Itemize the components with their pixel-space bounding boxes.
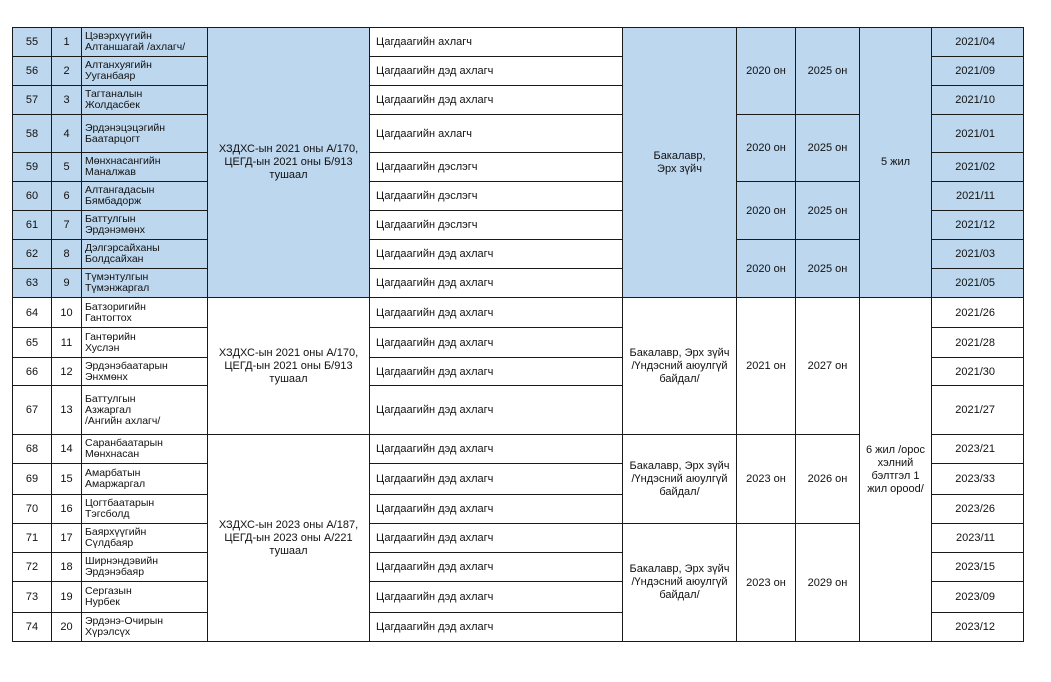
person-name: Мөнхнасангийн Маналжав — [82, 153, 208, 182]
row-index: 9 — [52, 269, 82, 298]
row-index: 7 — [52, 211, 82, 240]
table-row — [13, 298, 1024, 328]
position-cell: Цагдаагийн ахлагч — [370, 115, 623, 153]
order-number: 2023/33 — [932, 464, 1024, 495]
row-index: 14 — [52, 435, 82, 464]
order-number: 2021/04 — [932, 28, 1024, 57]
order-number: 2021/05 — [932, 269, 1024, 298]
order-number: 2023/12 — [932, 613, 1024, 642]
position-cell: Цагдаагийн дэд ахлагч — [370, 240, 623, 269]
position-cell: Цагдаагийн дэд ахлагч — [370, 86, 623, 115]
decree-cell: ХЗДХС-ын 2023 оны А/187, ЦЕГД-ын 2023 оны А/221 тушаал — [208, 435, 370, 642]
person-name: Саранбаатарын Мөнхнасан — [82, 435, 208, 464]
degree-cell: Бакалавр, Эрх зүйч — [623, 28, 737, 298]
row-number: 67 — [13, 386, 52, 435]
row-index: 18 — [52, 553, 82, 582]
order-number: 2021/12 — [932, 211, 1024, 240]
position-cell: Цагдаагийн дэд ахлагч — [370, 386, 623, 435]
person-name: Эрдэнэбаатарын Энхмөнх — [82, 358, 208, 386]
person-name: Түмэнтулгын Түмэнжаргал — [82, 269, 208, 298]
row-index: 10 — [52, 298, 82, 328]
order-number: 2023/15 — [932, 553, 1024, 582]
table-row — [13, 28, 1024, 57]
order-number: 2023/09 — [932, 582, 1024, 613]
person-name: Батзоригийн Гантогтох — [82, 298, 208, 328]
order-number: 2021/02 — [932, 153, 1024, 182]
position-cell: Цагдаагийн дэд ахлагч — [370, 553, 623, 582]
order-number: 2021/27 — [932, 386, 1024, 435]
position-cell: Цагдаагийн дэд ахлагч — [370, 613, 623, 642]
degree-cell: Бакалавр, Эрх зүйч /Үндэсний аюулгүй байдал/ — [623, 524, 737, 642]
row-number: 74 — [13, 613, 52, 642]
row-index: 1 — [52, 28, 82, 57]
order-number: 2021/01 — [932, 115, 1024, 153]
position-cell: Цагдаагийн дэд ахлагч — [370, 298, 623, 328]
order-number: 2021/09 — [932, 57, 1024, 86]
row-index: 3 — [52, 86, 82, 115]
degree-cell: Бакалавр, Эрх зүйч /Үндэсний аюулгүй байдал/ — [623, 298, 737, 435]
order-number: 2021/10 — [932, 86, 1024, 115]
row-number: 70 — [13, 495, 52, 524]
person-name: Баярхүүгийн Сүлдбаяр — [82, 524, 208, 553]
order-number: 2021/11 — [932, 182, 1024, 211]
position-cell: Цагдаагийн дэслэгч — [370, 182, 623, 211]
row-number: 64 — [13, 298, 52, 328]
position-cell: Цагдаагийн ахлагч — [370, 28, 623, 57]
order-number: 2023/26 — [932, 495, 1024, 524]
person-name: Эрдэнэцэцэгийн Баатарцогт — [82, 115, 208, 153]
start-year-cell: 2020 он — [737, 182, 796, 240]
order-number: 2021/26 — [932, 298, 1024, 328]
end-year-cell: 2029 он — [796, 524, 860, 642]
row-index: 6 — [52, 182, 82, 211]
row-number: 65 — [13, 328, 52, 358]
row-index: 17 — [52, 524, 82, 553]
row-index: 20 — [52, 613, 82, 642]
end-year-cell: 2025 он — [796, 240, 860, 298]
person-name: Алтангадасын Бямбадорж — [82, 182, 208, 211]
person-name: Цэвэрхүүгийн Алтаншагай /ахлагч/ — [82, 28, 208, 57]
person-name: Эрдэнэ-Очирын Хүрэлсүх — [82, 613, 208, 642]
row-number: 72 — [13, 553, 52, 582]
duration-cell: 5 жил — [860, 28, 932, 298]
row-index: 13 — [52, 386, 82, 435]
row-number: 61 — [13, 211, 52, 240]
person-name: Баттулгын Азжаргал /Ангийн ахлагч/ — [82, 386, 208, 435]
personnel-table — [12, 27, 1024, 642]
end-year-cell: 2025 он — [796, 115, 860, 182]
position-cell: Цагдаагийн дэд ахлагч — [370, 57, 623, 86]
position-cell: Цагдаагийн дэд ахлагч — [370, 435, 623, 464]
person-name: Цогтбаатарын Тэгсболд — [82, 495, 208, 524]
order-number: 2023/21 — [932, 435, 1024, 464]
order-number: 2021/28 — [932, 328, 1024, 358]
start-year-cell: 2023 он — [737, 435, 796, 524]
end-year-cell: 2025 он — [796, 28, 860, 115]
duration-cell: 6 жил /орос хэлний бэлтгэл 1 жил орood/ — [860, 298, 932, 642]
person-name: Гантөрийн Хуслэн — [82, 328, 208, 358]
person-name: Тагтаналын Жолдасбек — [82, 86, 208, 115]
row-number: 58 — [13, 115, 52, 153]
row-number: 60 — [13, 182, 52, 211]
start-year-cell: 2023 он — [737, 524, 796, 642]
row-index: 4 — [52, 115, 82, 153]
row-index: 12 — [52, 358, 82, 386]
position-cell: Цагдаагийн дэд ахлагч — [370, 582, 623, 613]
person-name: Ширнэндэвийн Эрдэнэбаяр — [82, 553, 208, 582]
person-name: Дэлгэрсайханы Болдсайхан — [82, 240, 208, 269]
row-index: 8 — [52, 240, 82, 269]
position-cell: Цагдаагийн дэслэгч — [370, 211, 623, 240]
decree-cell: ХЗДХС-ын 2021 оны А/170, ЦЕГД-ын 2021 оны Б/913 тушаал — [208, 28, 370, 298]
row-index: 15 — [52, 464, 82, 495]
row-number: 56 — [13, 57, 52, 86]
person-name: Баттулгын Эрдэнэмөнх — [82, 211, 208, 240]
order-number: 2021/30 — [932, 358, 1024, 386]
row-number: 55 — [13, 28, 52, 57]
end-year-cell: 2027 он — [796, 298, 860, 435]
row-number: 69 — [13, 464, 52, 495]
start-year-cell: 2021 он — [737, 298, 796, 435]
position-cell: Цагдаагийн дэд ахлагч — [370, 524, 623, 553]
row-index: 5 — [52, 153, 82, 182]
row-number: 57 — [13, 86, 52, 115]
start-year-cell: 2020 он — [737, 115, 796, 182]
order-number: 2023/11 — [932, 524, 1024, 553]
end-year-cell: 2025 он — [796, 182, 860, 240]
start-year-cell: 2020 он — [737, 240, 796, 298]
position-cell: Цагдаагийн дэд ахлагч — [370, 495, 623, 524]
position-cell: Цагдаагийн дэд ахлагч — [370, 269, 623, 298]
row-number: 63 — [13, 269, 52, 298]
order-number: 2021/03 — [932, 240, 1024, 269]
position-cell: Цагдаагийн дэд ахлагч — [370, 328, 623, 358]
row-number: 71 — [13, 524, 52, 553]
row-index: 11 — [52, 328, 82, 358]
row-index: 2 — [52, 57, 82, 86]
start-year-cell: 2020 он — [737, 28, 796, 115]
person-name: Амарбатын Амаржаргал — [82, 464, 208, 495]
position-cell: Цагдаагийн дэд ахлагч — [370, 464, 623, 495]
document-page — [12, 27, 1024, 642]
row-number: 68 — [13, 435, 52, 464]
position-cell: Цагдаагийн дэд ахлагч — [370, 358, 623, 386]
person-name: Сергазын Нурбек — [82, 582, 208, 613]
row-number: 59 — [13, 153, 52, 182]
row-number: 62 — [13, 240, 52, 269]
end-year-cell: 2026 он — [796, 435, 860, 524]
row-number: 66 — [13, 358, 52, 386]
row-index: 16 — [52, 495, 82, 524]
decree-cell: ХЗДХС-ын 2021 оны А/170, ЦЕГД-ын 2021 оны Б/913 тушаал — [208, 298, 370, 435]
row-index: 19 — [52, 582, 82, 613]
position-cell: Цагдаагийн дэслэгч — [370, 153, 623, 182]
degree-cell: Бакалавр, Эрх зүйч /Үндэсний аюулгүй байдал/ — [623, 435, 737, 524]
row-number: 73 — [13, 582, 52, 613]
person-name: Алтанхуягийн Ууганбаяр — [82, 57, 208, 86]
